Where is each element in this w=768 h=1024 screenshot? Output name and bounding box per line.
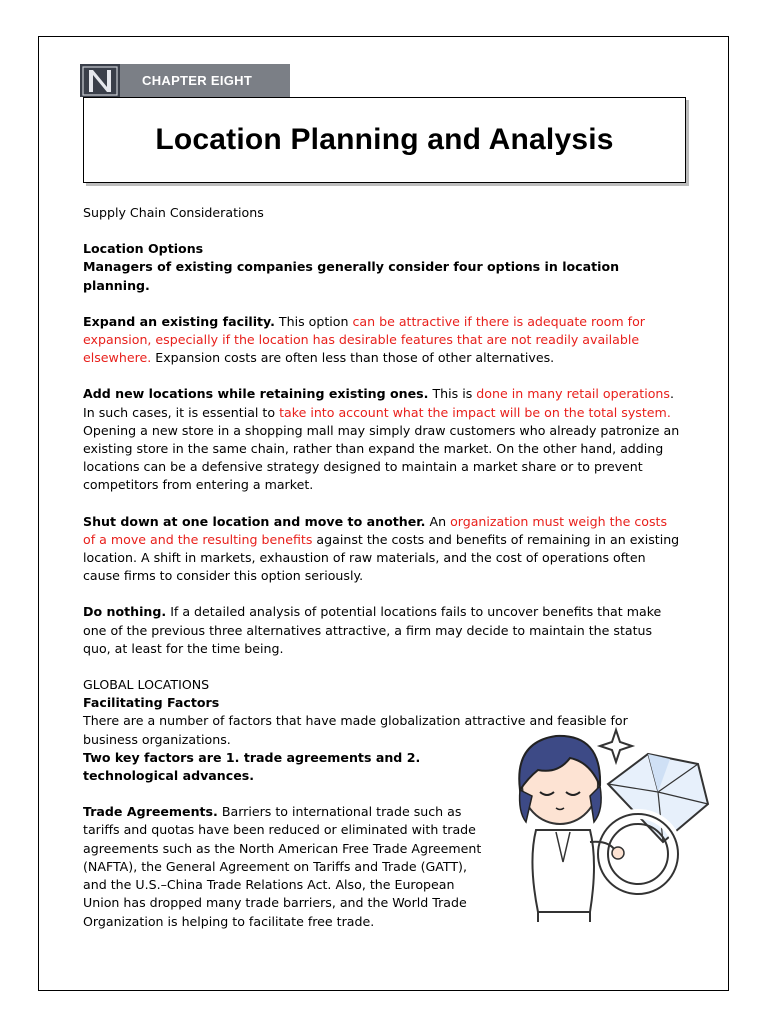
global-intro: There are a number of factors that have made globalization attractive and feasible for business organizations. xyxy=(83,713,628,747)
trade-agreements-paragraph xyxy=(83,803,488,930)
expand-lead: Expand an existing facility. xyxy=(83,313,275,329)
mascot-with-diamond-illustration xyxy=(498,712,713,922)
add-new-highlight-2: take into account what the impact will be on the total system. xyxy=(279,404,671,420)
do-nothing-lead: Do nothing. xyxy=(83,604,167,620)
add-new-text-2: . In such cases, it is essential to xyxy=(83,386,674,420)
add-new-text-1: This is xyxy=(428,386,477,402)
shut-down-lead: Shut down at one location and move to another. xyxy=(83,513,426,529)
page-title: Location Planning and Analysis xyxy=(155,123,614,156)
global-subheading: Facilitating Factors xyxy=(83,695,220,711)
expand-text-2: Expansion costs are often less than those of other alternatives. xyxy=(151,350,555,366)
add-new-text-3: Opening a new store in a shopping mall may simply draw customers who already patronize an existing store in the same chain, rather than expand the market. On the other hand, adding locations can be a defensive strategy designed to maintain a market share or to prevent competitors from entering a market. xyxy=(83,422,680,493)
global-heading: GLOBAL LOCATIONS xyxy=(83,677,210,693)
chapter-tab xyxy=(80,64,290,97)
section-heading: Supply Chain Considerations xyxy=(83,205,264,220)
location-options-paragraph xyxy=(83,240,683,295)
expand-paragraph xyxy=(83,313,683,368)
do-nothing-paragraph xyxy=(83,603,683,658)
logo-n-icon xyxy=(80,64,120,97)
add-new-highlight-1: done in many retail operations xyxy=(476,386,670,402)
shut-down-text-1: An xyxy=(425,513,451,529)
expand-text-1: This option xyxy=(274,313,353,329)
add-new-lead: Add new locations while retaining existing ones. xyxy=(83,386,429,402)
trade-text-1: Barriers to international trade such as tariffs and quotas have been reduced or eliminated with trade agreements such as the North American Free Trade Agreement (NAFTA), the General Agreement on Tariffs and Trade (GATT), and the U.S.–China Trade Relations Act. Also, the European Union has dropped many trade barriers, and the World Trade Organization is helping to facilitate free trade. xyxy=(83,804,482,929)
location-options-intro: Managers of existing companies generally consider four options in location planning. xyxy=(83,259,620,293)
shut-down-paragraph xyxy=(83,513,683,586)
location-options-heading: Location Options xyxy=(83,241,204,257)
add-new-paragraph xyxy=(83,385,683,494)
do-nothing-text-1: If a detailed analysis of potential locations fails to uncover benefits that make one of the previous three alternatives attractive, a firm may decide to maintain the status quo, at least for the time being. xyxy=(83,604,662,656)
shut-down-text-2: against the costs and benefits of remaining in an existing location. A shift in markets, exhaustion of raw materials, and the cost of operations often cause firms to consider this option seriously. xyxy=(83,531,680,584)
global-key-factors: Two key factors are 1. trade agreements and 2. technological advances. xyxy=(83,749,421,784)
shut-down-highlight-1: organization must weigh the costs of a move and the resulting benefits xyxy=(83,513,668,547)
title-box xyxy=(83,97,686,183)
trade-lead: Trade Agreements. xyxy=(83,804,218,820)
expand-highlight-1: can be attractive if there is adequate room for expansion, especially if the location has desirable features that are not readily available elsewhere. xyxy=(83,313,645,366)
chapter-label: CHAPTER EIGHT xyxy=(120,64,290,97)
